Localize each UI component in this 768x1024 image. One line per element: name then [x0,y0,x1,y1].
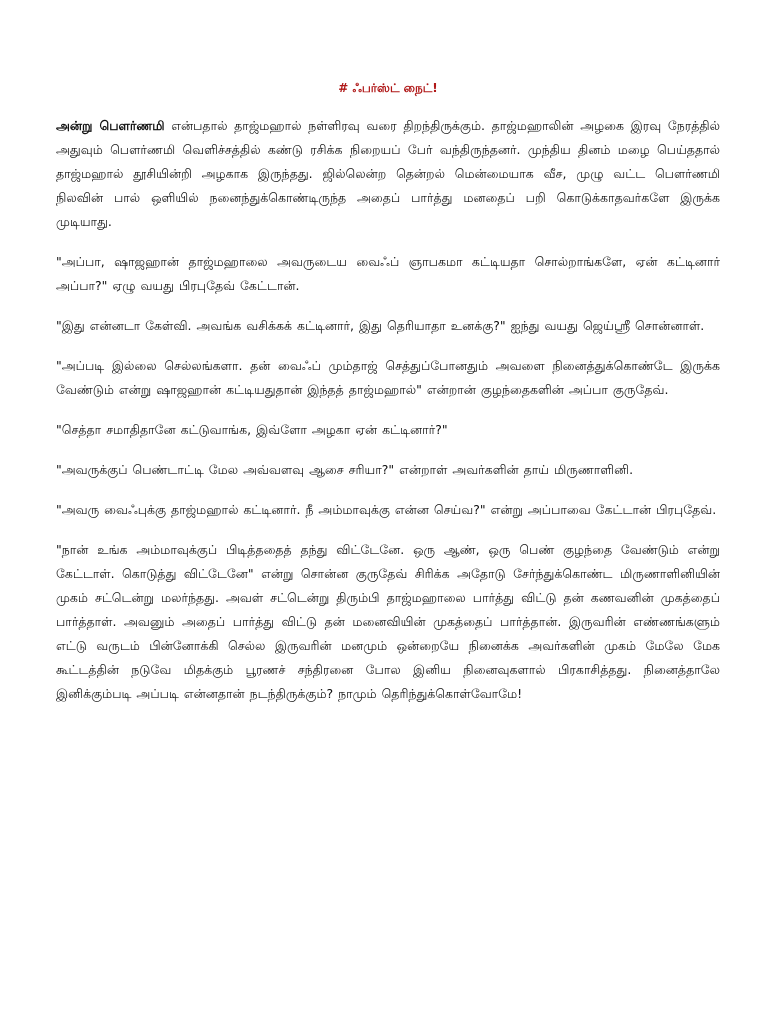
paragraph-1: "அப்பா, ஷாஜஹான் தாஜ்மஹாலை அவருடைய வைஃப் ஞாபகமா கட்டியதா சொல்றாங்களே, ஏன் கட்டினார் அப்பா?" ஏழு வயது பிரபுதேவ் கேட்டான். [56,254,720,293]
paragraph-7: "நான் உங்க அம்மாவுக்குப் பிடித்ததைத் தந்து விட்டேனே. ஒரு ஆண், ஒரு பெண் குழந்தை வேண்டும் என்று கேட்டாள். கொடுத்து விட்டேனே" என்று சொன்ன குருதேவ் சிரிக்க அதோடு சேர்ந்துக்கொண்ட மிருணாளினியின் முகம் சட்டென்று மலர்ந்தது. அவள் சட்டென்று திரும்பி தாஜ்மஹாலை பார்த்து விட்டு தன் கணவனின் முகத்தைப் பார்த்தாள். அவனும் அதைப் பார்த்து விட்டு தன் மனைவியின் முகத்தைப் பார்த்தான். இருவரின் எண்ணங்களும் எட்டு வருடம் பின்னோக்கி செல்ல இருவரின் மனமும் ஒன்றையே நினைக்க அவர்களின் முகம் மேலே மேக கூட்டத்தின் நடுவே மிதக்கும் பூரணச் சந்திரனை போல இனிய நினைவுகளால் பிரகாசித்தது. நினைத்தாலே இனிக்கும்படி அப்படி என்னதான் நடந்திருக்கும்? நாமும் தெரிந்துக்கொள்வோமே! [56,542,720,701]
paragraph-6: "அவரு வைஃபுக்கு தாஜ்மஹால் கட்டினார். நீ அம்மாவுக்கு என்ன செய்வ?" என்று அப்பாவை கேட்டான் பிரபுதேவ். [56,502,717,517]
paragraph-5: "அவருக்குப் பெண்டாட்டி மேல அவ்வளவு ஆசை சரியா?" என்றாள் அவர்களின் தாய் மிருணாளினி. [56,462,634,477]
paragraph-3: "அப்படி இல்லை செல்லங்களா. தன் வைஃப் மும்தாஜ் செத்துப்போனதும் அவளை நினைத்துக்கொண்டே இருக்க வேண்டும் என்று ஷாஜஹான் கட்டியதுதான் இந்தத் தாஜ்மஹால்" என்றான் குழந்தைகளின் அப்பா குருதேவ். [56,358,720,397]
chapter-title: # ஃபர்ஸ்ட் நைட்! [338,81,438,95]
intro-text: என்பதால் தாஜ்மஹால் நள்ளிரவு வரை திறந்திருக்கும். தாஜ்மஹாலின் அழகை இரவு நேரத்தில் அதுவும் பௌர்ணமி வெளிச்சத்தில் கண்டு ரசிக்க நிறையப் பேர் வந்திருந்தனர். முந்திய தினம் மழை பெய்ததால் தாஜ்மஹால் தூசியின்றி அழகாக இருந்தது. ஜில்லென்ற தென்றல் மென்மையாக வீச, முழு வட்ட பௌர்ணமி நிலவின் பால் ஒளியில் நனைந்துக்கொண்டிருந்த அதைப் பார்த்து மனதைப் பறி கொடுக்காதவர்களே இருக்க முடியாது. [56,118,721,229]
paragraph-2: "இது என்னடா கேள்வி. அவங்க வசிக்கக் கட்டினார், இது தெரியாதா உனக்கு?" ஐந்து வயது ஜெய்ஸ்ரீ சொன்னாள். [56,318,705,333]
intro-lead: அன்று பௌர்ணமி [56,118,165,133]
intro-paragraph [56,114,720,234]
paragraph-4: "செத்தா சமாதிதானே கட்டுவாங்க, இவ்ளோ அழகா ஏன் கட்டினார்?" [56,422,448,437]
